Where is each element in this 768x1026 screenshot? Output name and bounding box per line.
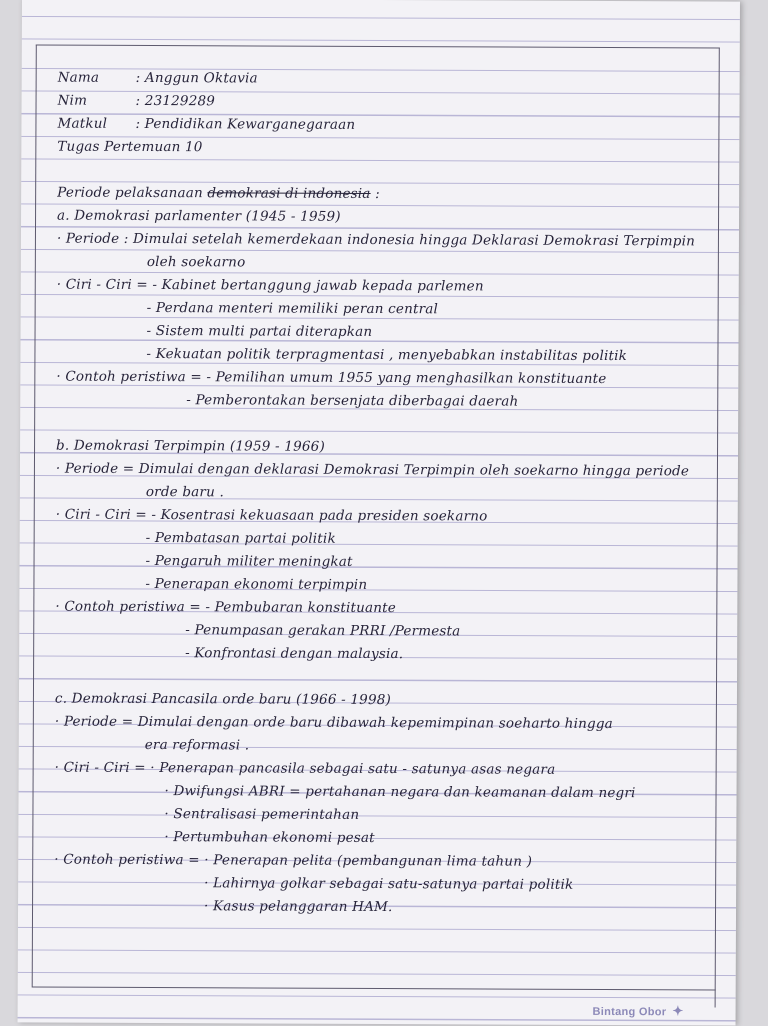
section-c-ciri: · Ciri - Ciri = · Penerapan pancasila sebagai satu - satunya asas negara (54, 759, 556, 778)
section-b-ciri-item: - Penerapan ekonomi terpimpin (145, 575, 368, 593)
star-icon: ✦ (672, 1003, 684, 1019)
section-a-title: a. Demokrasi parlamenter (1945 - 1959) (57, 207, 341, 225)
section-b-ciri-item: - Pembatasan partai politik (145, 529, 336, 547)
notebook-page (18, 0, 740, 1026)
section-c-contoh: · Contoh peristiwa = · Penerapan pelita (pembangunan lima tahun ) (54, 851, 533, 870)
brand-mark (592, 1003, 683, 1019)
section-a-ciri-item: - Perdana menteri memiliki peran central (146, 299, 439, 318)
section-b-periode: · Periode = Dimulai dengan deklarasi Demokrasi Terpimpin oleh soekarno hingga periode (55, 460, 690, 480)
section-c-ciri-item: · Pertumbuhan ekonomi pesat (164, 829, 375, 846)
section-a-ciri: · Ciri - Ciri = - Kabinet bertanggung jawab kepada parlemen (56, 276, 484, 295)
section-a-periode-cont: oleh soekarno (146, 253, 246, 271)
section-c-periode-cont: era reformasi . (144, 736, 250, 754)
blank-line (57, 159, 717, 185)
struck-text: demokrasi di indonesia (207, 185, 371, 202)
section-c-title: c. Demokrasi Pancasila orde baru (1966 - 1998) (54, 690, 392, 709)
section-b-ciri-item: - Pengaruh militer meningkat (145, 552, 353, 570)
section-b-contoh: · Contoh peristiwa = - Pembubaran konstituante (55, 598, 397, 617)
section-c-periode: · Periode = Dimulai dengan orde baru dibawah kepemimpinan soeharto hingga (54, 713, 613, 733)
margin-line-top (36, 44, 720, 48)
header-nim: Nim : 23129289 (57, 92, 216, 110)
header-nama: Nama : Anggun Oktavia (57, 69, 258, 87)
section-b-contoh-item: - Penumpasan gerakan PRRI /Permesta (185, 622, 461, 640)
section-b-ciri: · Ciri - Ciri = - Kosentrasi kekuasaan pada presiden soekarno (55, 506, 488, 525)
section-b-contoh-item: - Konfrontasi dengan malaysia. (185, 645, 404, 663)
handwritten-notes (54, 67, 718, 921)
header-matkul: Matkul : Pendidikan Kewarganegaraan (57, 115, 356, 133)
header-tugas: Tugas Pertemuan 10 (57, 138, 203, 156)
section-b-title: b. Demokrasi Terpimpin (1959 - 1966) (56, 437, 325, 455)
brand-text: Bintang Obor (592, 1005, 667, 1019)
section-a-contoh-item: - Pemberontakan bersenjata diberbagai daerah (186, 392, 519, 410)
blank-line (56, 412, 716, 438)
section-c-ciri-item: · Dwifungsi ABRI = pertahanan negara dan keamanan dalam negri (164, 783, 636, 802)
section-c-ciri-item: · Sentralisasi pemerintahan (164, 806, 360, 823)
section-c-contoh-item: · Kasus pelanggaran HAM. (204, 898, 393, 916)
section-b-periode-cont: orde baru . (145, 483, 225, 501)
section-a-contoh: · Contoh peristiwa = - Pemilihan umum 1955 yang menghasilkan konstituante (56, 368, 607, 387)
blank-line (55, 665, 715, 691)
section-a-ciri-item: - Kekuatan politik terpragmentasi , menyebabkan instabilitas politik (146, 345, 628, 365)
intro-line: Periode pelaksanaan demokrasi di indonesia : (57, 184, 380, 202)
margin-line-left (32, 44, 37, 986)
section-a-periode: · Periode : Dimulai setelah kemerdekaan indonesia hingga Deklarasi Demokrasi Terpimpin (56, 230, 696, 250)
section-c-contoh-item: · Lahirnya golkar sebagai satu-satunya partai politik (204, 875, 574, 893)
margin-line-bottom (32, 986, 716, 990)
section-a-ciri-item: - Sistem multi partai diterapkan (146, 322, 373, 340)
